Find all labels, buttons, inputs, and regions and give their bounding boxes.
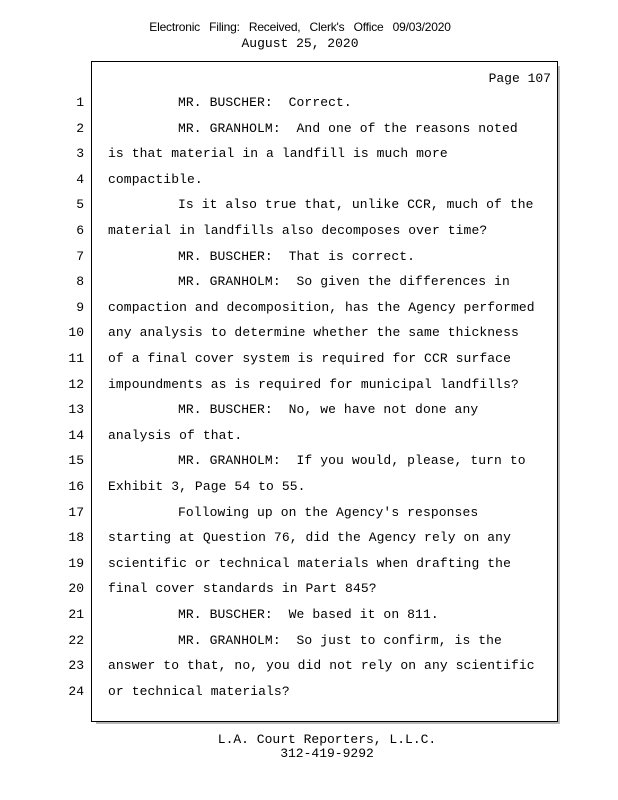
- transcript-line: [0, 503, 600, 523]
- line-text: or technical materials?: [108, 683, 290, 699]
- line-number: 9: [76, 299, 84, 315]
- line-number: 8: [76, 274, 84, 290]
- line-text: of a final cover system is required for CCR surface: [108, 351, 511, 366]
- transcript-line: [0, 144, 600, 164]
- transcript-line: [0, 119, 600, 139]
- line-text: MR. GRANHOLM: So given the differences in: [178, 274, 510, 290]
- line-text: compactible.: [108, 171, 203, 187]
- line-text: Following up on the Agency's responses: [178, 504, 479, 520]
- line-number: 10: [68, 325, 84, 341]
- line-number: 6: [76, 223, 84, 238]
- line-text: starting at Question 76, did the Agency rely on any: [108, 530, 511, 546]
- transcript-line: [0, 631, 600, 651]
- line-text: MR. GRANHOLM: And one of the reasons noted: [178, 120, 518, 136]
- line-text: Is it also true that, unlike CCR, much of the: [178, 197, 534, 213]
- transcript-line: [0, 451, 600, 471]
- line-number: 19: [68, 555, 84, 571]
- line-text: MR. BUSCHER: We based it on 811.: [178, 607, 439, 622]
- line-text: analysis of that.: [108, 427, 243, 443]
- transcript-line: [0, 579, 600, 599]
- line-number: 21: [68, 607, 84, 622]
- footer-company: L.A. Court Reporters, L.L.C.: [217, 732, 437, 747]
- line-number: 23: [68, 658, 84, 674]
- line-text: compaction and decomposition, has the Agency performed: [108, 299, 535, 315]
- line-number: 3: [76, 146, 84, 162]
- line-number: 24: [68, 683, 84, 699]
- line-text: is that material in a landfill is much more: [108, 146, 448, 162]
- line-number: 1: [76, 95, 84, 110]
- line-number: 14: [68, 427, 84, 443]
- transcript-line: [0, 349, 600, 369]
- transcript-line: [0, 298, 600, 318]
- transcript-line: [0, 247, 600, 267]
- line-number: 2: [76, 120, 84, 136]
- transcript-line: [0, 93, 600, 113]
- transcript-line: [0, 528, 600, 548]
- line-number: 12: [68, 376, 84, 392]
- transcript-line: [0, 682, 600, 702]
- line-text: MR. BUSCHER: No, we have not done any: [178, 402, 479, 418]
- transcript-line: [0, 375, 600, 395]
- line-number: 18: [68, 530, 84, 546]
- line-text: impoundments as is required for municipal landfills?: [108, 376, 519, 392]
- transcript-line: [0, 400, 600, 420]
- line-number: 11: [68, 351, 84, 366]
- line-text: material in landfills also decomposes over time?: [108, 223, 488, 238]
- line-text: MR. BUSCHER: Correct.: [178, 95, 352, 110]
- transcript-line: [0, 605, 600, 625]
- transcript-line: [0, 170, 600, 190]
- transcript-line: [0, 477, 600, 497]
- transcript-line: [0, 554, 600, 574]
- page-number: Page 107: [488, 71, 551, 86]
- line-text: any analysis to determine whether the same thickness: [108, 325, 519, 341]
- line-number: 20: [68, 581, 84, 597]
- transcript-line: [0, 426, 600, 446]
- footer-phone: 312-419-9292: [280, 746, 374, 761]
- line-number: 5: [76, 197, 84, 213]
- line-text: Exhibit 3, Page 54 to 55.: [108, 479, 306, 494]
- line-number: 17: [68, 504, 84, 520]
- line-text: MR. BUSCHER: That is correct.: [178, 248, 416, 264]
- transcript-line: [0, 656, 600, 676]
- line-text: MR. GRANHOLM: So just to confirm, is the: [178, 632, 502, 648]
- line-text: scientific or technical materials when drafting the: [108, 555, 511, 571]
- line-number: 22: [68, 632, 84, 648]
- transcript-line: [0, 323, 600, 343]
- line-number: 4: [76, 171, 84, 187]
- line-text: answer to that, no, you did not rely on any scientific: [108, 658, 535, 674]
- transcript-line: [0, 221, 600, 241]
- transcript-line: [0, 272, 600, 292]
- line-number: 15: [68, 453, 84, 469]
- line-number: 13: [68, 402, 84, 418]
- filing-stamp: Electronic Filing: Received, Clerk's Office 09/03/2020: [149, 20, 451, 34]
- line-text: final cover standards in Part 845?: [108, 581, 377, 597]
- line-text: MR. GRANHOLM: If you would, please, turn to: [178, 453, 526, 469]
- line-number: 7: [76, 248, 84, 264]
- hearing-date: August 25, 2020: [241, 36, 359, 51]
- line-number: 16: [68, 479, 84, 494]
- transcript-line: [0, 195, 600, 215]
